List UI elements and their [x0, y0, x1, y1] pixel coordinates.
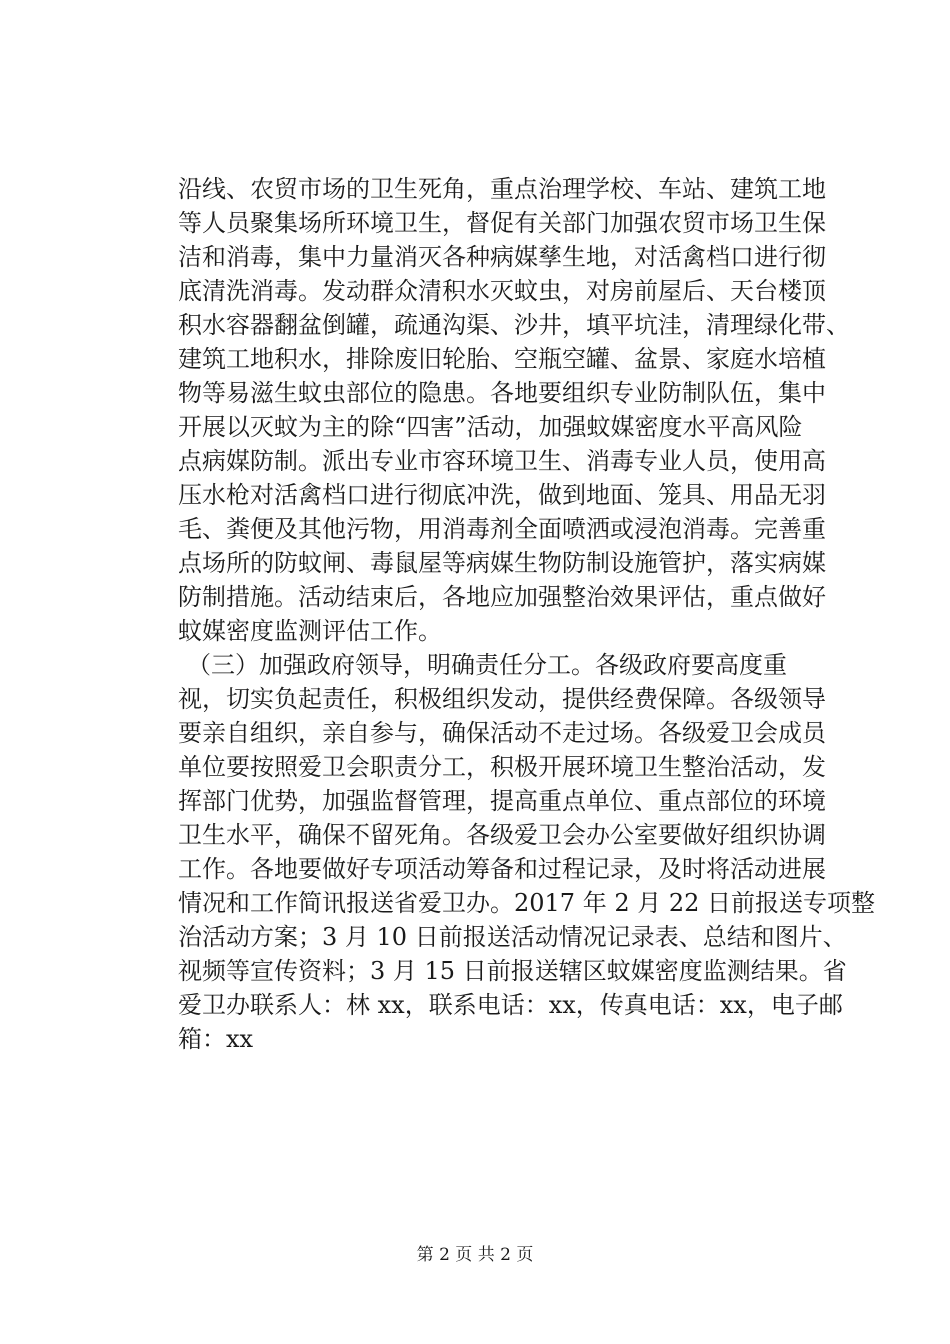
- text-line-1: 沿线、农贸市场的卫生死角，重点治理学校、车站、建筑工地: [178, 175, 826, 203]
- body-text: [178, 172, 876, 1056]
- text-line-9: 点病媒防制。派出专业市容环境卫生、消毒专业人员，使用高: [178, 447, 826, 475]
- text-line-6: 建筑工地积水，排除废旧轮胎、空瓶空罐、盆景、家庭水培植: [178, 345, 826, 373]
- text-line-11: 毛、粪便及其他污物，用消毒剂全面喷洒或浸泡消毒。完善重: [178, 515, 826, 543]
- text-line-12: 点场所的防蚊闸、毒鼠屋等病媒生物防制设施管护，落实病媒: [178, 549, 826, 577]
- text-line-13: 防制措施。活动结束后，各地应加强整治效果评估，重点做好: [178, 583, 826, 611]
- text-line-8: 开展以灭蚊为主的除“四害”活动，加强蚊媒密度水平高风险: [178, 413, 803, 441]
- text-line-23: 治活动方案；3 月 10 日前报送活动情况记录表、总结和图片、: [178, 923, 847, 951]
- text-line-10: 压水枪对活禽档口进行彻底冲洗，做到地面、笼具、用品无羽: [178, 481, 826, 509]
- text-line-24: 视频等宣传资料；3 月 15 日前报送辖区蚊媒密度监测结果。省: [178, 957, 847, 985]
- text-line-14: 蚊媒密度监测评估工作。: [178, 617, 442, 645]
- page-footer: 第 2 页 共 2 页: [416, 1245, 534, 1265]
- text-line-15: （三）加强政府领导，明确责任分工。各级政府要高度重: [187, 651, 787, 679]
- text-line-22: 情况和工作简讯报送省爱卫办。2017 年 2 月 22 日前报送专项整: [178, 889, 876, 917]
- text-line-3: 洁和消毒，集中力量消灭各种病媒孳生地，对活禽档口进行彻: [178, 243, 826, 271]
- text-line-7: 物等易滋生蚊虫部位的隐患。各地要组织专业防制队伍，集中: [178, 379, 826, 407]
- text-line-26: 箱：xx: [178, 1025, 254, 1053]
- text-line-20: 卫生水平，确保不留死角。各级爱卫会办公室要做好组织协调: [178, 821, 826, 849]
- text-line-18: 单位要按照爱卫会职责分工，积极开展环境卫生整治活动，发: [178, 753, 826, 781]
- text-line-4: 底清洗消毒。发动群众清积水灭蚊虫，对房前屋后、天台楼顶: [178, 277, 826, 305]
- text-line-25: 爱卫办联系人：林 xx，联系电话：xx，传真电话：xx，电子邮: [178, 991, 843, 1019]
- text-line-16: 视，切实负起责任，积极组织发动，提供经费保障。各级领导: [178, 685, 826, 713]
- text-line-17: 要亲自组织，亲自参与，确保活动不走过场。各级爱卫会成员: [178, 719, 826, 747]
- text-line-21: 工作。各地要做好专项活动筹备和过程记录，及时将活动进展: [178, 855, 826, 883]
- text-line-19: 挥部门优势，加强监督管理，提高重点单位、重点部位的环境: [178, 787, 826, 815]
- text-line-2: 等人员聚集场所环境卫生，督促有关部门加强农贸市场卫生保: [178, 209, 826, 237]
- text-line-5: 积水容器翻盆倒罐，疏通沟渠、沙井，填平坑洼，清理绿化带、: [178, 311, 850, 339]
